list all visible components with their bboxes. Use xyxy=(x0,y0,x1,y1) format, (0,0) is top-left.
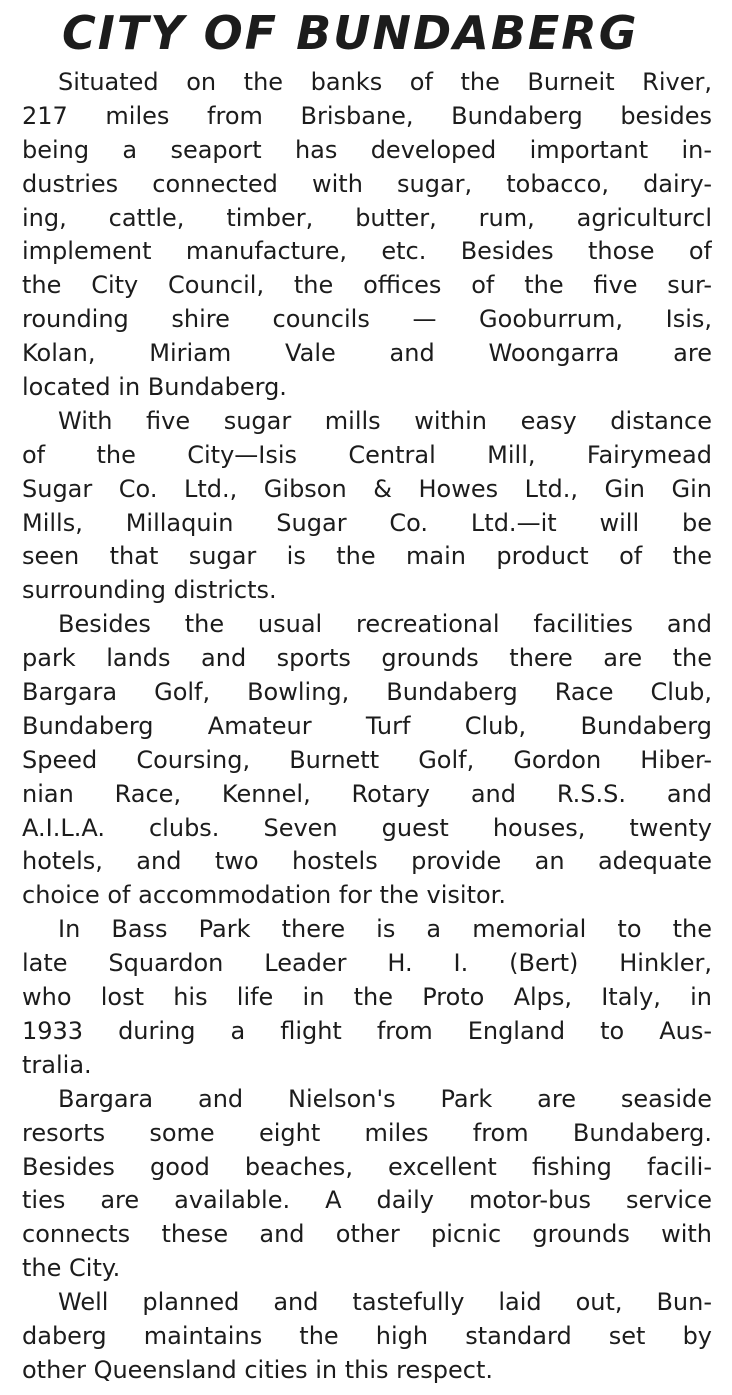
text-line: seen that sugar is the main product of the xyxy=(22,542,712,571)
text-line: tralia. xyxy=(22,1050,92,1079)
article xyxy=(22,0,712,1388)
text-line: ties are available. A daily motor-bus service xyxy=(22,1186,712,1215)
text-line: daberg maintains the high standard set by xyxy=(22,1321,712,1350)
text-line: ing, cattle, timber, butter, rum, agriculturcl xyxy=(22,203,712,232)
text-line: rounding shire councils — Gooburrum, Isis, xyxy=(22,305,712,334)
text-line: Besides good beaches, excellent fishing facili- xyxy=(22,1152,712,1181)
text-line: Sugar Co. Ltd., Gibson & Howes Ltd., Gin Gin xyxy=(22,474,712,503)
text-line: With five sugar mills within easy distance xyxy=(58,406,712,435)
text-line: 217 miles from Brisbane, Bundaberg besides xyxy=(22,101,712,130)
text-line: the City Council, the offices of the five sur- xyxy=(22,271,712,300)
text-line: of the City—Isis Central Mill, Fairymead xyxy=(22,440,712,469)
text-line: other Queensland cities in this respect. xyxy=(22,1355,493,1384)
text-line: implement manufacture, etc. Besides those of xyxy=(22,237,712,266)
text-line: Bundaberg Amateur Turf Club, Bundaberg xyxy=(22,711,712,740)
text-line: who lost his life in the Proto Alps, Italy, in xyxy=(22,983,712,1012)
article-title: CITY OF BUNDABERG xyxy=(62,6,639,60)
text-line: Bargara and Nielson's Park are seaside xyxy=(58,1084,712,1113)
text-line: the City. xyxy=(22,1254,121,1283)
text-line: nian Race, Kennel, Rotary and R.S.S. and xyxy=(22,779,712,808)
text-line: located in Bundaberg. xyxy=(22,373,287,402)
text-line: Bargara Golf, Bowling, Bundaberg Race Club, xyxy=(22,678,712,707)
paragraph xyxy=(22,1083,712,1286)
text-line: Well planned and tastefully laid out, Bun- xyxy=(58,1288,712,1317)
text-line: connects these and other picnic grounds with xyxy=(22,1220,712,1249)
paragraph xyxy=(22,1286,712,1388)
text-line: Situated on the banks of the Burneit River, xyxy=(58,68,712,96)
text-line: Besides the usual recreational facilities and xyxy=(58,610,712,639)
paragraph xyxy=(22,66,712,405)
paragraph xyxy=(22,405,712,608)
text-line: In Bass Park there is a memorial to the xyxy=(58,915,712,944)
text-line: Kolan, Miriam Vale and Woongarra are xyxy=(22,339,712,368)
text-line: hotels, and two hostels provide an adequate xyxy=(22,847,712,876)
paragraph xyxy=(22,608,712,913)
text-line: A.I.L.A. clubs. Seven guest houses, twenty xyxy=(22,813,712,842)
text-line: resorts some eight miles from Bundaberg. xyxy=(22,1118,712,1147)
text-line: being a seaport has developed important in- xyxy=(22,135,712,164)
text-line: park lands and sports grounds there are the xyxy=(22,644,712,673)
text-line: 1933 during a flight from England to Aus- xyxy=(22,1016,712,1045)
paragraph xyxy=(22,913,712,1082)
text-line: dustries connected with sugar, tobacco, dairy- xyxy=(22,169,712,198)
text-line: choice of accommodation for the visitor. xyxy=(22,881,506,910)
text-line: Mills, Millaquin Sugar Co. Ltd.—it will be xyxy=(22,508,712,537)
text-line: Speed Coursing, Burnett Golf, Gordon Hiber- xyxy=(22,745,712,774)
text-line: late Squardon Leader H. I. (Bert) Hinkler, xyxy=(22,949,712,978)
article-body xyxy=(22,66,712,1388)
text-line: surrounding districts. xyxy=(22,576,277,605)
